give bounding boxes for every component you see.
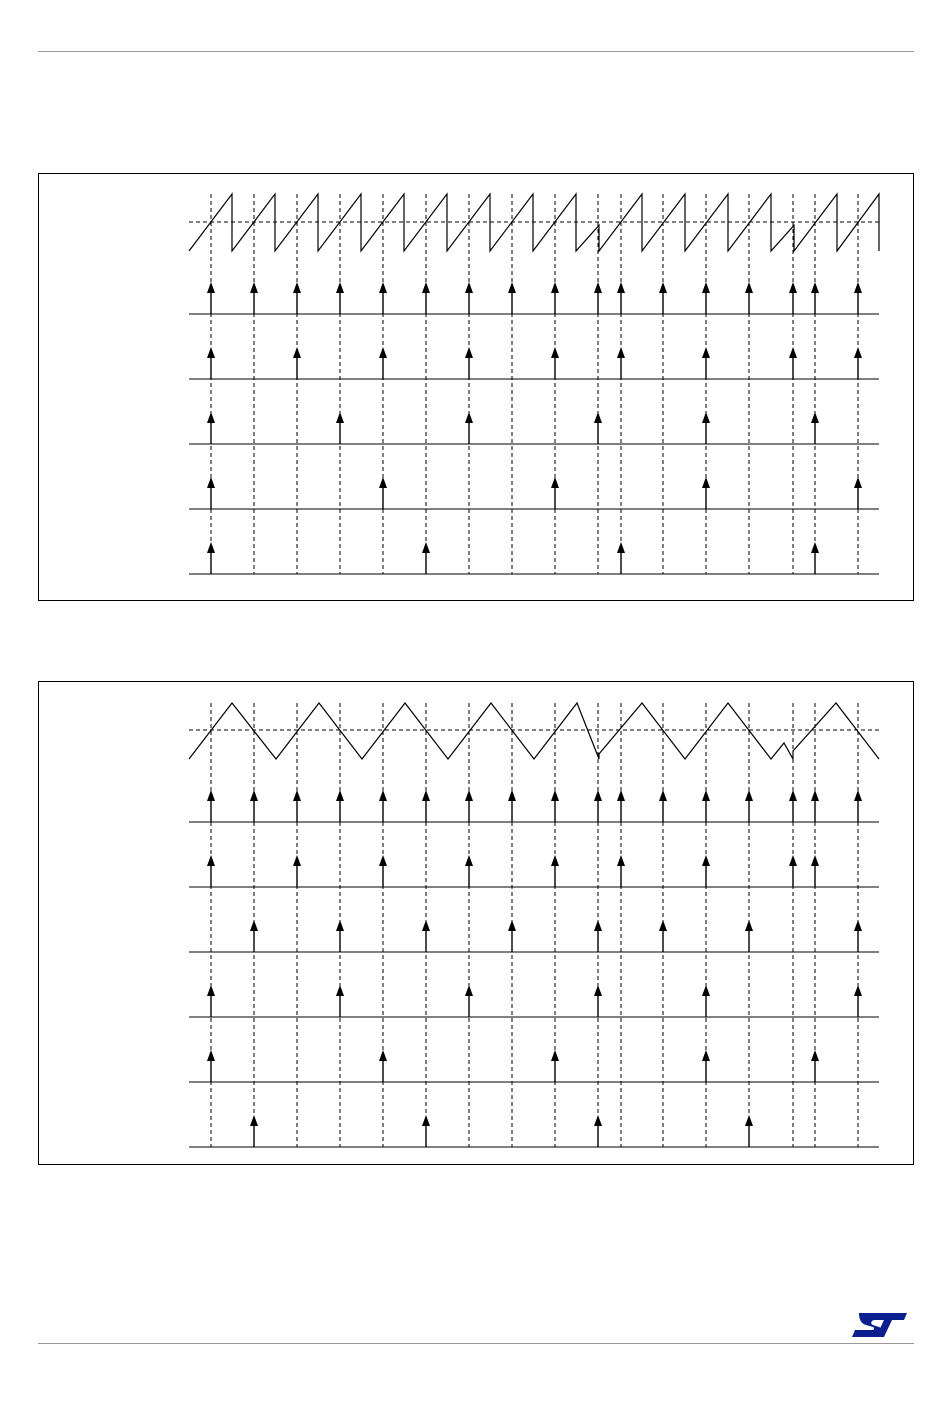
pulse-arrow-icon-r0-c3	[336, 790, 344, 801]
footer-rule	[38, 1343, 914, 1344]
pulse-arrow-icon-r0-c14	[789, 282, 797, 293]
pulse-arrow-icon-r4-c12	[702, 1050, 710, 1061]
pulse-arrow-icon-r0-c1	[250, 790, 258, 801]
pulse-arrow-icon-r3-c6	[465, 985, 473, 996]
pulse-arrow-icon-r2-c0	[207, 412, 215, 423]
pulse-arrow-icon-r1-c10	[617, 855, 625, 866]
pulse-arrow-icon-r1-c8	[551, 347, 559, 358]
pulse-arrow-icon-r1-c2	[293, 855, 301, 866]
pulse-arrow-icon-r1-c4	[379, 855, 387, 866]
pulse-arrow-icon-r0-c10	[617, 282, 625, 293]
pulse-arrow-icon-r2-c9	[594, 920, 602, 931]
triangle-timing-diagram	[38, 681, 914, 1165]
pulse-arrow-icon-r3-c4	[379, 477, 387, 488]
pulse-arrow-icon-r2-c1	[250, 920, 258, 931]
pulse-arrow-icon-r0-c9	[594, 790, 602, 801]
pulse-arrow-icon-r0-c2	[293, 790, 301, 801]
pulse-arrow-icon-r1-c12	[702, 347, 710, 358]
pulse-arrow-icon-r0-c12	[702, 790, 710, 801]
pulse-arrow-icon-r2-c15	[811, 412, 819, 423]
pulse-arrow-icon-r3-c12	[702, 477, 710, 488]
pulse-arrow-icon-r1-c2	[293, 347, 301, 358]
pulse-arrow-icon-r2-c16	[854, 920, 862, 931]
pulse-arrow-icon-r1-c6	[465, 347, 473, 358]
pulse-arrow-icon-r2-c12	[702, 412, 710, 423]
pulse-arrow-icon-r1-c8	[551, 855, 559, 866]
pulse-arrow-icon-r1-c14	[789, 855, 797, 866]
pulse-arrow-icon-r2-c13	[745, 920, 753, 931]
pulse-arrow-icon-r3-c0	[207, 477, 215, 488]
pulse-arrow-icon-r0-c4	[379, 282, 387, 293]
pulse-arrow-icon-r0-c9	[594, 282, 602, 293]
pulse-arrow-icon-r2-c11	[659, 920, 667, 931]
pulse-arrow-icon-r5-c1	[250, 1115, 258, 1126]
pulse-arrow-icon-r0-c1	[250, 282, 258, 293]
pulse-arrow-icon-r0-c13	[745, 790, 753, 801]
pulse-arrow-icon-r0-c3	[336, 282, 344, 293]
pulse-arrow-icon-r1-c0	[207, 347, 215, 358]
pulse-arrow-icon-r4-c0	[207, 542, 215, 553]
pulse-arrow-icon-r3-c8	[551, 477, 559, 488]
pulse-arrow-icon-r1-c6	[465, 855, 473, 866]
pulse-arrow-icon-r2-c3	[336, 412, 344, 423]
pulse-arrow-icon-r0-c8	[551, 282, 559, 293]
sawtooth-timing-svg	[39, 174, 913, 600]
pulse-arrow-icon-r2-c7	[508, 920, 516, 931]
pulse-arrow-icon-r1-c10	[617, 347, 625, 358]
pulse-arrow-icon-r0-c11	[659, 790, 667, 801]
pulse-arrow-icon-r0-c4	[379, 790, 387, 801]
pulse-arrow-icon-r0-c0	[207, 282, 215, 293]
pulse-arrow-icon-r3-c16	[854, 477, 862, 488]
pulse-arrow-icon-r4-c15	[811, 542, 819, 553]
pulse-arrow-icon-r1-c15	[811, 855, 819, 866]
pulse-arrow-icon-r3-c12	[702, 985, 710, 996]
pulse-arrow-icon-r3-c16	[854, 985, 862, 996]
pulse-arrow-icon-r4-c4	[379, 1050, 387, 1061]
pulse-arrow-icon-r4-c10	[617, 542, 625, 553]
pulse-arrow-icon-r0-c12	[702, 282, 710, 293]
st-logo-icon	[851, 1311, 909, 1339]
pulse-arrow-icon-r0-c5	[422, 790, 430, 801]
pulse-arrow-icon-r4-c15	[811, 1050, 819, 1061]
pulse-arrow-icon-r1-c14	[789, 347, 797, 358]
triangle-waveform	[189, 703, 879, 759]
pulse-arrow-icon-r5-c13	[745, 1115, 753, 1126]
pulse-arrow-icon-r4-c5	[422, 542, 430, 553]
pulse-arrow-icon-r0-c10	[617, 790, 625, 801]
pulse-arrow-icon-r0-c11	[659, 282, 667, 293]
pulse-arrow-icon-r0-c13	[745, 282, 753, 293]
pulse-arrow-icon-r0-c15	[811, 282, 819, 293]
pulse-arrow-icon-r1-c16	[854, 347, 862, 358]
sawtooth-timing-diagram	[38, 173, 914, 601]
pulse-arrow-icon-r0-c8	[551, 790, 559, 801]
st-logo-shape	[852, 1313, 907, 1337]
pulse-arrow-icon-r0-c14	[789, 790, 797, 801]
pulse-arrow-icon-r0-c6	[465, 790, 473, 801]
pulse-arrow-icon-r2-c9	[594, 412, 602, 423]
pulse-arrow-icon-r2-c6	[465, 412, 473, 423]
header-rule	[38, 51, 914, 52]
pulse-arrow-icon-r3-c9	[594, 985, 602, 996]
pulse-arrow-icon-r1-c12	[702, 855, 710, 866]
pulse-arrow-icon-r2-c3	[336, 920, 344, 931]
pulse-arrow-icon-r5-c9	[594, 1115, 602, 1126]
pulse-arrow-icon-r3-c3	[336, 985, 344, 996]
pulse-arrow-icon-r2-c5	[422, 920, 430, 931]
pulse-arrow-icon-r0-c5	[422, 282, 430, 293]
pulse-arrow-icon-r5-c5	[422, 1115, 430, 1126]
pulse-arrow-icon-r0-c6	[465, 282, 473, 293]
pulse-arrow-icon-r0-c16	[854, 790, 862, 801]
pulse-arrow-icon-r0-c16	[854, 282, 862, 293]
pulse-arrow-icon-r0-c7	[508, 282, 516, 293]
pulse-arrow-icon-r0-c15	[811, 790, 819, 801]
pulse-arrow-icon-r4-c0	[207, 1050, 215, 1061]
pulse-arrow-icon-r1-c0	[207, 855, 215, 866]
pulse-arrow-icon-r0-c2	[293, 282, 301, 293]
triangle-timing-svg	[39, 682, 913, 1164]
pulse-arrow-icon-r0-c0	[207, 790, 215, 801]
pulse-arrow-icon-r3-c0	[207, 985, 215, 996]
pulse-arrow-icon-r1-c4	[379, 347, 387, 358]
pulse-arrow-icon-r4-c8	[551, 1050, 559, 1061]
pulse-arrow-icon-r0-c7	[508, 790, 516, 801]
